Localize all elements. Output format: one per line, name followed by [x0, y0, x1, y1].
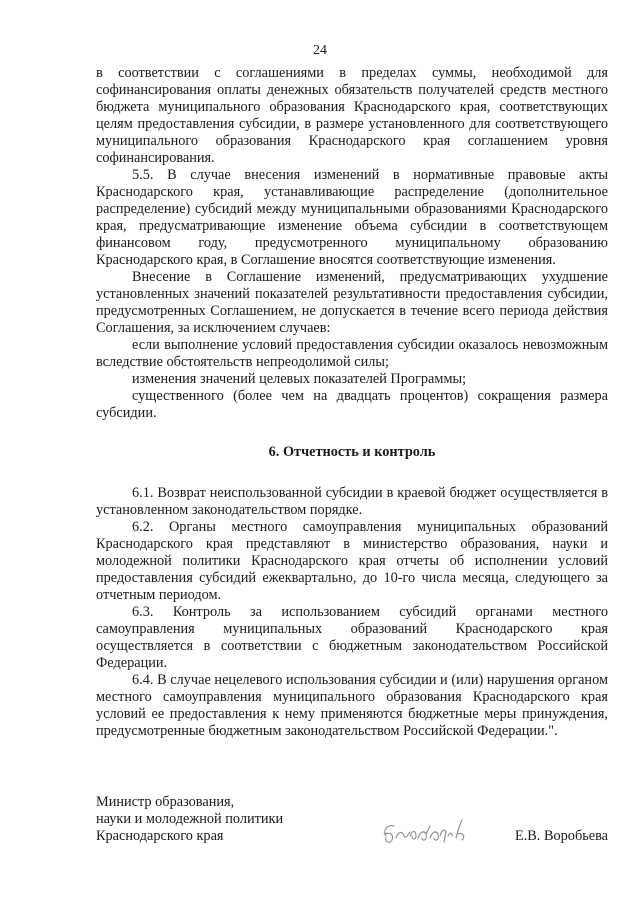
paragraph-6-3: 6.3. Контроль за использованием субсидий органами местного самоуправления муниципальных образований Краснодарского края осуществляется в соответствии с бюджетным законодательством Российской Федерации.	[96, 604, 608, 671]
paragraph-exception-reduction: существенного (более чем на двадцать процентов) сокращения размера субсидии.	[96, 388, 608, 421]
paragraph-6-1: 6.1. Возврат неиспользованной субсидии в краевой бюджет осуществляется в установленном законодательством порядке.	[96, 485, 608, 518]
position-line: науки и молодежной политики	[96, 811, 284, 827]
document-body	[96, 65, 608, 740]
paragraph-amendments: Внесение в Соглашение изменений, предусматривающих ухудшение установленных значений показателей результативности предоставления субсидии, предусмотренных Соглашением, не допускается в течение всего периода действия Соглашения, за исключением случаев:	[96, 269, 608, 336]
page-number: 24	[313, 43, 327, 58]
paragraph-exception-force-majeure: если выполнение условий предоставления субсидии оказалось невозможным вследствие обстоятельств непреодолимой силы;	[96, 337, 608, 370]
signatory-name: Е.В. Воробьева	[514, 828, 608, 844]
paragraph-5-5: 5.5. В случае внесения изменений в нормативные правовые акты Краснодарского края, устанавливающие распределение (дополнительное распределение) субсидий между муниципальными образованиями Краснодарского края, предусматривающие изменение объема субсидии в соответствующем финансовом году, предусмотренного муниципальному образованию Краснодарского края, в Соглашение вносятся соответствующие изменения.	[96, 167, 608, 268]
paragraph-6-4: 6.4. В случае нецелевого использования субсидии и (или) нарушения органом местного самоуправления муниципального образования Краснодарского края условий ее предоставления к нему применяются бюджетные меры принуждения, предусмотренные бюджетным законодательством Российской Федерации.".	[96, 672, 608, 739]
signature-block	[96, 794, 608, 854]
section-heading: 6. Отчетность и контроль	[268, 444, 436, 460]
signature-svg	[378, 812, 478, 852]
handwritten-signature-icon	[378, 812, 478, 857]
position-line: Краснодарского края	[96, 828, 224, 844]
signatory-position	[96, 794, 283, 845]
paragraph-continuation: в соответствии с соглашениями в пределах суммы, необходимой для софинансирования оплаты денежных обязательств получателей средств местного бюджета муниципального образования Краснодарского края, соответствующих целям предоставления субсидии, в размере установленного для соответствующего муниципального образования Краснодарского края соглашением уровня софинансирования.	[96, 65, 608, 166]
paragraph-6-2: 6.2. Органы местного самоуправления муниципальных образований Краснодарского края представляют в министерство образования, науки и молодежной политики Краснодарского края отчеты об исполнении условий предоставления субсидий ежеквартально, до 10-го числа месяца, следующего за отчетным периодом.	[96, 519, 608, 603]
position-line: Министр образования,	[96, 794, 235, 810]
paragraph-exception-targets: изменения значений целевых показателей Программы;	[132, 371, 467, 387]
